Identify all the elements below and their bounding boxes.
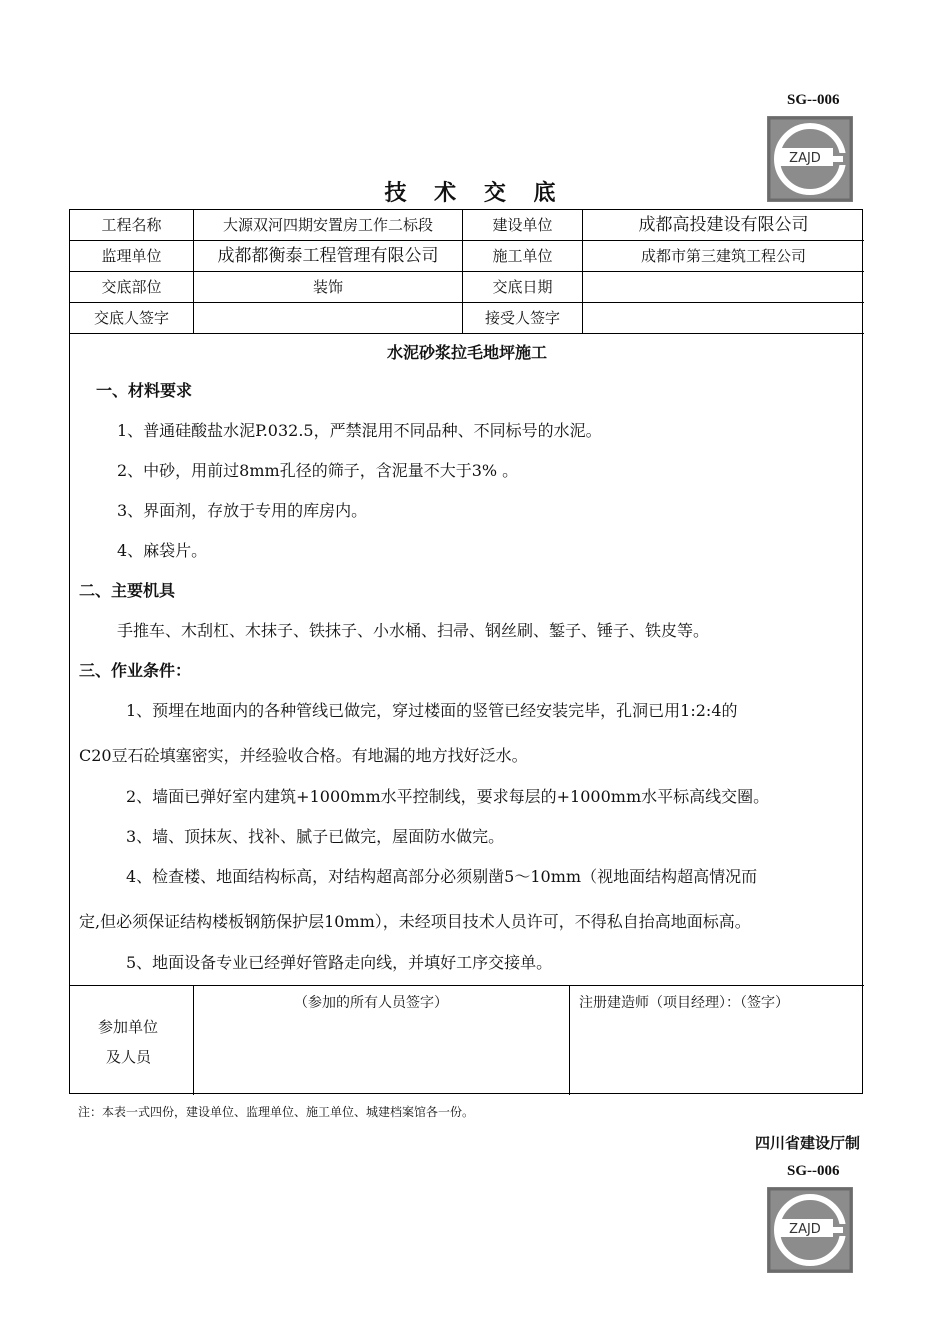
- supervisor-label: 监理单位: [70, 241, 194, 271]
- project-value: 大源双河四期安置房工作二标段: [194, 210, 463, 240]
- date-label: 交底日期: [463, 272, 583, 302]
- date-value: [583, 272, 864, 302]
- participants-label-line1: 参加单位: [98, 1018, 159, 1036]
- section-3-item-4b: 定,但必须保证结构楼板钢筋保护层10mm），未经项目技术人员许可，不得私自抬高地面标高。: [79, 912, 751, 931]
- section-3-item-5: 5、地面设备专业已经弹好管路走向线，并填好工序交接单。: [126, 953, 553, 972]
- header-row-signatures: [70, 303, 864, 334]
- giver-value: [194, 303, 463, 333]
- participants-signature-cell: [194, 986, 570, 1095]
- section-3-heading: 三、作业条件：: [79, 661, 192, 680]
- header-row-project: [70, 210, 864, 241]
- header-row-supervisor: [70, 241, 864, 272]
- body-title: 水泥砂浆拉毛地坪施工: [386, 343, 547, 362]
- section-2-text: 手推车、木刮杠、木抹子、铁抹子、小水桶、扫帚、钢丝刷、錾子、锤子、铁皮等。: [117, 621, 710, 640]
- footnote: 注：本表一式四份，建设单位、监理单位、施工单位、城建档案馆各一份。: [78, 1105, 475, 1119]
- issuer: 四川省建设厅制: [754, 1134, 860, 1152]
- project-label: 工程名称: [70, 210, 194, 240]
- section-3-item-4a: 4、检查楼、地面结构标高，对结构超高部分必须剔凿5～10mm（视地面结构超高情况而: [126, 867, 758, 886]
- participants-section: [70, 985, 864, 1095]
- owner-label: 建设单位: [463, 210, 583, 240]
- participants-label-line2: 及人员: [106, 1048, 152, 1066]
- contractor-value: 成都市第三建筑工程公司: [640, 247, 806, 265]
- section-1-item-1: 1、普通硅酸盐水泥P.032.5，严禁混用不同品种、不同标号的水泥。: [117, 421, 602, 440]
- header-row-part: [70, 272, 864, 303]
- supervisor-value: 成都都衡泰工程管理有限公司: [194, 241, 463, 271]
- logo-text: ZAJD: [789, 1222, 821, 1237]
- disclosure-table: [69, 209, 863, 1094]
- signature-hint: （参加的所有人员签字）: [294, 995, 448, 1011]
- part-label: 交底部位: [70, 272, 194, 302]
- engineer-signature-cell: [570, 986, 864, 1095]
- owner-value: 成都高投建设有限公司: [638, 215, 809, 235]
- form-code-top: SG--006: [787, 92, 840, 108]
- section-1-item-4: 4、麻袋片。: [117, 541, 208, 560]
- document-title: 技 术 交 底: [384, 180, 566, 206]
- section-1-heading: 一、材料要求: [96, 381, 193, 400]
- section-3-item-1a: 1、预埋在地面内的各种管线已做完，穿过楼面的竖管已经安装完毕，孔洞已用1:2:4的: [126, 701, 738, 720]
- section-1-item-2: 2、中砂，用前过8mm孔径的筛子，含泥量不大于3% 。: [117, 461, 519, 480]
- section-1-item-3: 3、界面剂，存放于专用的库房内。: [117, 501, 368, 520]
- receiver-value: [583, 303, 864, 333]
- part-value: 装饰: [194, 272, 463, 302]
- engineer-hint: 注册建造师（项目经理）：（签字）: [579, 995, 789, 1011]
- contractor-label: 施工单位: [463, 241, 583, 271]
- section-3-item-2: 2、墙面已弹好室内建筑+1000mm水平控制线，要求每层的+1000mm水平标高线交圈。: [126, 787, 770, 806]
- form-code-bottom: SG--006: [787, 1163, 840, 1179]
- section-3-item-3: 3、墙、顶抹灰、找补、腻子已做完，屋面防水做完。: [126, 827, 505, 846]
- giver-label: 交底人签字: [70, 303, 194, 333]
- section-2-heading: 二、主要机具: [79, 581, 176, 600]
- participants-label-cell: [70, 986, 194, 1095]
- section-3-item-1b: C20豆石砼填塞密实，并经验收合格。有地漏的地方找好泛水。: [79, 746, 528, 765]
- zajd-logo-bottom: [767, 1187, 853, 1273]
- receiver-label: 接受人签字: [463, 303, 583, 333]
- logo-text: ZAJD: [789, 151, 821, 166]
